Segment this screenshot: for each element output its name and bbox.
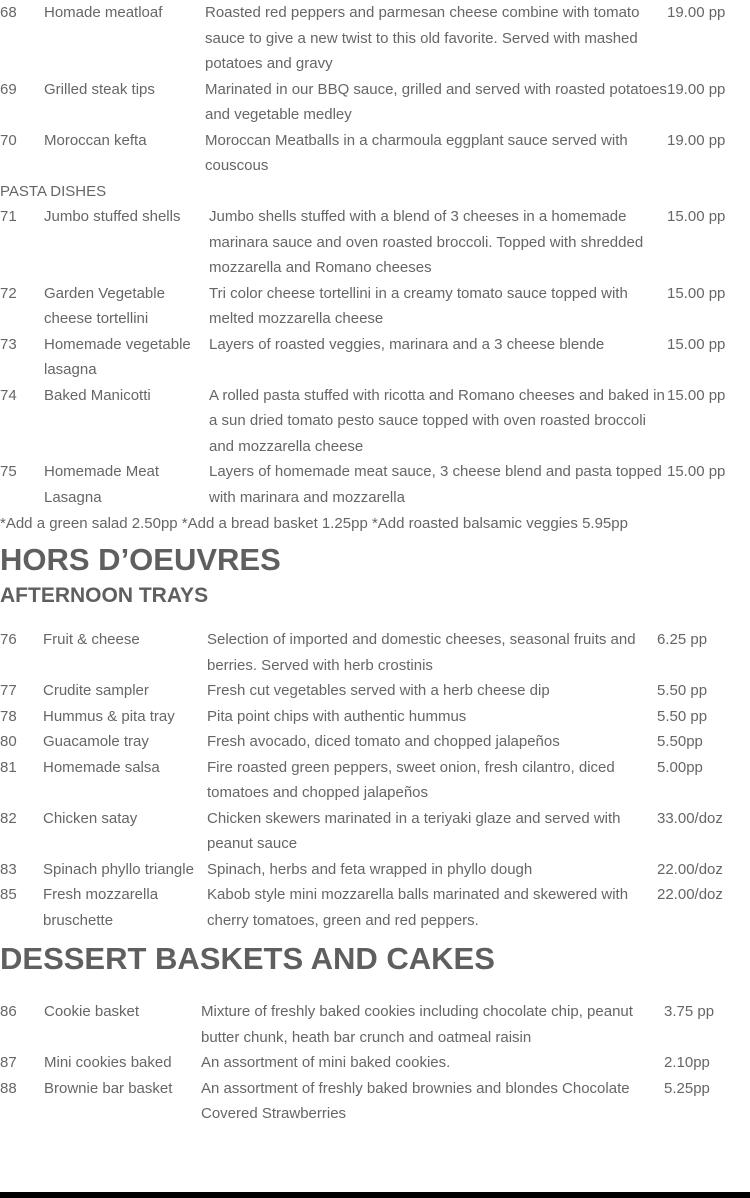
item-number: 86: [0, 1003, 17, 1020]
item-description: Chicken skewers marinated in a teriyaki glaze and served with peanut sauce: [207, 809, 621, 852]
item-price: 19.00 pp: [667, 80, 726, 98]
desserts-title: DESSERT BASKETS AND CAKES: [0, 941, 495, 976]
item-description: Fresh cut vegetables served with a herb cheese dip: [207, 682, 550, 699]
item-description: Tri color cheese tortellini in a creamy tomato sauce topped with melted mozzarella cheese: [209, 284, 628, 327]
item-description: Layers of homemade meat sauce, 3 cheese blend and pasta topped with marinara and mozzarella: [209, 463, 662, 506]
menu-item-row: [0, 704, 750, 730]
menu-item-row: [0, 383, 750, 460]
item-price: 5.50 pp: [657, 682, 708, 699]
menu-item-row: [0, 806, 750, 857]
item-price: 5.25pp: [664, 1079, 710, 1097]
item-description: Mixture of freshly baked cookies including chocolate chip, peanut butter chunk, heath bar crunch and oatmeal raisin: [201, 1003, 633, 1046]
item-name: Garden Vegetable cheese tortellini: [44, 284, 165, 327]
item-number: 74: [0, 386, 17, 404]
item-name: Crudite sampler: [43, 682, 149, 699]
item-name: Grilled steak tips: [44, 80, 155, 98]
pasta-table: [0, 204, 750, 510]
item-price: 15.00 pp: [667, 284, 726, 302]
item-number: 69: [0, 80, 17, 98]
item-price: 15.00 pp: [667, 463, 726, 480]
item-description: An assortment of freshly baked brownies and blondes Chocolate Covered Strawberries: [201, 1079, 630, 1122]
hors-doeuvres-title: HORS D’OEUVRES: [0, 542, 281, 577]
item-number: 70: [0, 131, 17, 149]
item-name: Homemade vegetable lasagna: [44, 335, 191, 378]
add-ons-note: *Add a green salad 2.50pp *Add a bread basket 1.25pp *Add roasted balsamic veggies 5.95pp: [0, 515, 628, 532]
menu-item-row: [0, 128, 750, 179]
item-price: 5.50pp: [657, 733, 703, 750]
item-name: Brownie bar basket: [44, 1079, 173, 1097]
item-description: Moroccan Meatballs in a charmoula eggplant sauce served with couscous: [205, 131, 628, 174]
item-number: 88: [0, 1079, 17, 1097]
item-price: 5.00pp: [657, 758, 703, 776]
menu-item-row: [0, 1050, 750, 1076]
menu-item-row: [0, 0, 750, 77]
menu-item-row: [0, 77, 750, 128]
item-name: Fresh mozzarella bruschette: [43, 886, 159, 929]
item-number: 87: [0, 1054, 17, 1071]
item-description: An assortment of mini baked cookies.: [201, 1054, 451, 1071]
menu-item-row: [0, 999, 750, 1050]
item-description: Fire roasted green peppers, sweet onion, fresh cilantro, diced tomatoes and chopped jalapeños: [207, 758, 615, 801]
menu-item-row: [0, 755, 750, 806]
item-number: 72: [0, 284, 17, 302]
menu-item-row: [0, 857, 750, 883]
item-name: Chicken satay: [43, 809, 138, 827]
item-price: 19.00 pp: [667, 131, 726, 149]
menu-item-row: [0, 882, 750, 933]
menu-item-row: [0, 1076, 750, 1127]
item-price: 33.00/doz: [657, 809, 723, 827]
item-description: Jumbo shells stuffed with a blend of 3 cheeses in a homemade marinara sauce and oven roasted broccoli. Topped with shredded mozzarella and Romano cheeses: [209, 208, 644, 276]
menu-item-row: [0, 627, 750, 678]
item-name: Cookie basket: [44, 1003, 140, 1020]
item-price: 6.25 pp: [657, 631, 708, 648]
item-number: 73: [0, 335, 17, 353]
item-price: 22.00/doz: [657, 886, 723, 903]
item-description: Roasted red peppers and parmesan cheese combine with tomato sauce to give a new twist to this old favorite. Served with mashed potatoes and gravy: [205, 4, 640, 72]
item-description: A rolled pasta stuffed with ricotta and Romano cheeses and baked in a sun dried tomato pesto sauce topped with oven roasted broccoli and mozzarella cheese: [209, 386, 665, 455]
item-description: Selection of imported and domestic cheeses, seasonal fruits and berries. Served with herb crostinis: [207, 631, 636, 674]
afternoon-trays-title: AFTERNOON TRAYS: [0, 584, 209, 607]
item-number: 71: [0, 208, 17, 225]
item-name: Baked Manicotti: [44, 386, 151, 404]
item-number: 78: [0, 707, 17, 725]
item-name: Homade meatloaf: [44, 4, 163, 21]
item-name: Fruit & cheese: [43, 631, 140, 648]
item-number: 81: [0, 758, 17, 776]
item-price: 5.50 pp: [657, 707, 708, 725]
item-number: 76: [0, 631, 17, 648]
item-name: Mini cookies baked: [44, 1054, 172, 1071]
menu-item-row: [0, 281, 750, 332]
item-name: Hummus & pita tray: [43, 707, 175, 725]
item-name: Homemade Meat Lasagna: [44, 463, 160, 506]
menu-item-row: [0, 332, 750, 383]
item-price: 15.00 pp: [667, 335, 726, 353]
item-number: 85: [0, 886, 17, 903]
item-price: 15.00 pp: [667, 208, 726, 225]
mains-table: [0, 0, 750, 179]
item-price: 15.00 pp: [667, 386, 726, 404]
item-description: Layers of roasted veggies, marinara and a 3 cheese blende: [209, 335, 605, 353]
item-name: Guacamole tray: [43, 733, 149, 750]
hors-table: [0, 627, 750, 933]
item-name: Moroccan kefta: [44, 131, 147, 149]
item-number: 75: [0, 463, 17, 480]
item-name: Spinach phyllo triangle: [43, 860, 194, 878]
item-description: Spinach, herbs and feta wrapped in phyllo dough: [207, 860, 533, 878]
item-description: Marinated in our BBQ sauce, grilled and served with roasted potatoes and vegetable medley: [205, 80, 667, 123]
item-number: 83: [0, 860, 17, 878]
item-description: Kabob style mini mozzarella balls marinated and skewered with cherry tomatoes, green and red peppers.: [207, 886, 629, 929]
item-description: Fresh avocado, diced tomato and chopped jalapeños: [207, 733, 560, 750]
item-name: Jumbo stuffed shells: [44, 208, 181, 225]
desserts-table: [0, 999, 750, 1127]
bottom-border: [0, 1192, 750, 1198]
item-price: 2.10pp: [664, 1054, 710, 1071]
item-description: Pita point chips with authentic hummus: [207, 707, 467, 725]
menu-item-row: [0, 729, 750, 755]
item-number: 77: [0, 682, 17, 699]
item-price: 3.75 pp: [664, 1003, 715, 1020]
pasta-heading: PASTA DISHES: [0, 182, 107, 200]
item-number: 80: [0, 733, 17, 750]
item-number: 82: [0, 809, 17, 827]
menu-item-row: [0, 204, 750, 281]
menu-item-row: [0, 459, 750, 510]
item-number: 68: [0, 4, 17, 21]
item-name: Homemade salsa: [43, 758, 160, 776]
item-price: 19.00 pp: [667, 4, 726, 21]
menu-item-row: [0, 678, 750, 704]
item-price: 22.00/doz: [657, 860, 723, 878]
